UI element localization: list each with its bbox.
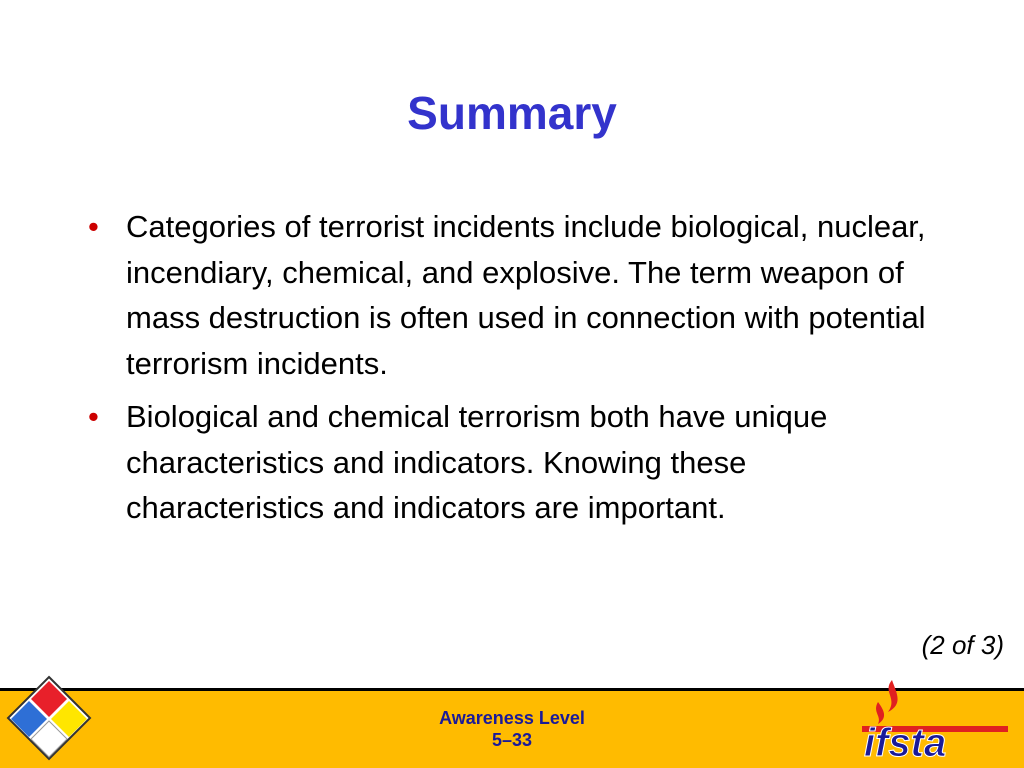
ifsta-logo-text: ifsta [864, 721, 947, 760]
bullet-text: Biological and chemical terrorism both have unique characteristics and indicators. Knowing these characteristics and indicators are important. [126, 399, 828, 525]
slide-title: Summary [407, 87, 617, 139]
page-count: (2 of 3) [921, 630, 1004, 660]
bullet-marker-icon: • [88, 399, 99, 434]
bullet-text: Categories of terrorist incidents include biological, nuclear, incendiary, chemical, and explosive. The term weapon of mass destruction is often used in connection with potential terrorism incidents. [126, 209, 926, 381]
bullet-item [88, 204, 948, 386]
footer-course-level: Awareness Level [439, 708, 585, 728]
nfpa-hazard-diamond-icon [6, 675, 92, 761]
bullet-item [88, 394, 948, 531]
bullet-marker-icon: • [88, 209, 99, 244]
bullet-list [88, 204, 948, 539]
footer-slide-number: 5–33 [491, 730, 533, 750]
ifsta-logo-icon [858, 676, 1014, 760]
